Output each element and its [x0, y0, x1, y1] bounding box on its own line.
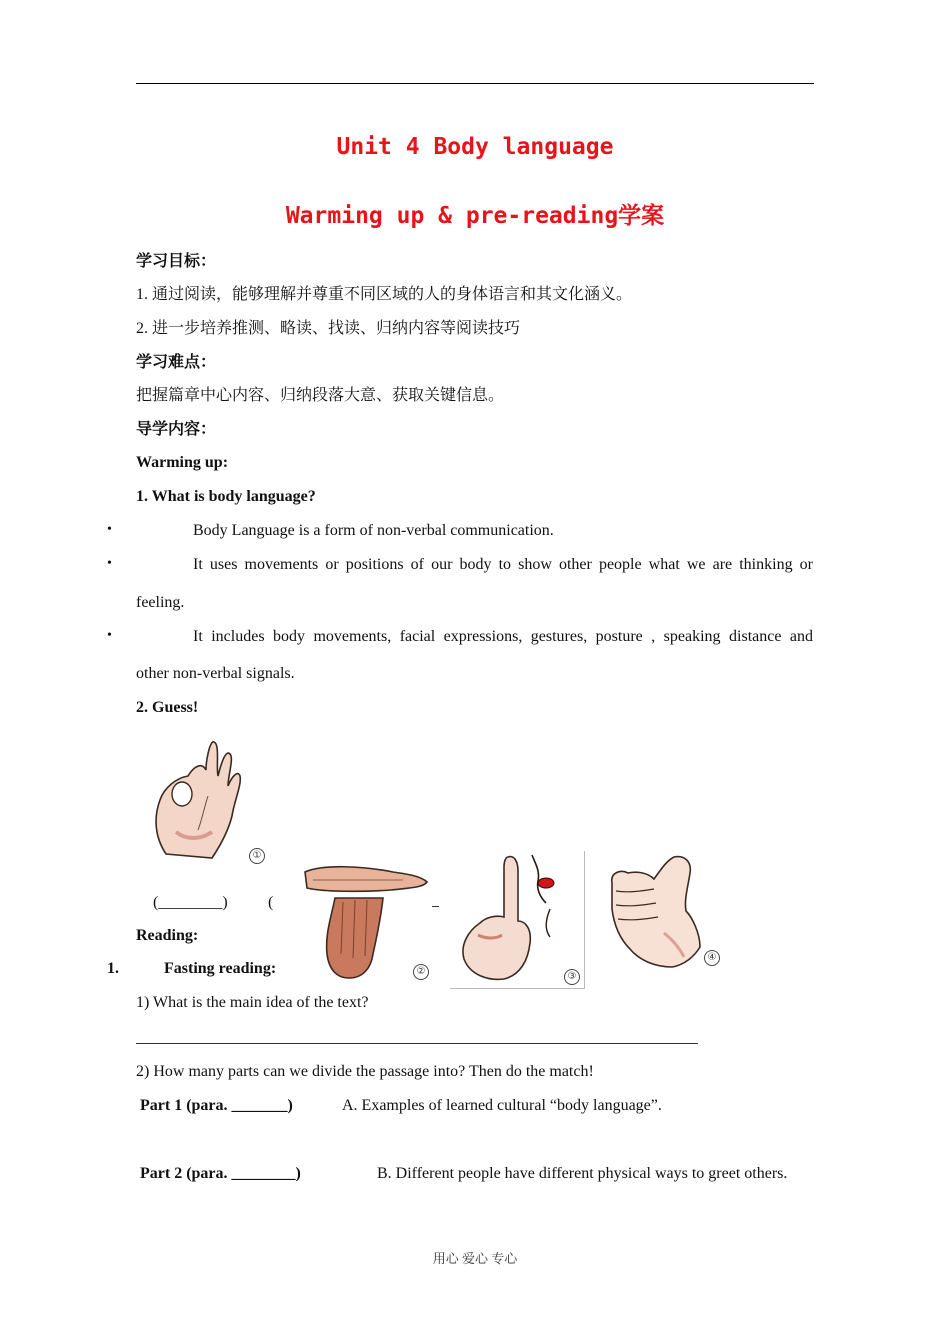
ok-gesture-image: [136, 736, 266, 866]
warming-up-heading: Warming up:: [136, 454, 229, 471]
guess-blank-1[interactable]: (________): [153, 894, 228, 911]
guess-blank-2-underline: [432, 906, 439, 907]
ok-hand-icon: [136, 736, 266, 866]
thumbs-up-gesture-image: [604, 853, 722, 969]
page-footer: 用心 爱心 专心: [432, 1251, 518, 1266]
timeout-hands-icon: [283, 858, 433, 986]
bullet-2-text: It uses movements or positions of our body to show other people what we are thinking or: [193, 556, 813, 573]
thumbs-up-icon: [604, 853, 722, 969]
image-number-2: ②: [413, 964, 429, 980]
part-1-label: Part 1 (para. _______): [140, 1097, 293, 1114]
part-1-description: A. Examples of learned cultural “body language”.: [342, 1097, 662, 1114]
objectives-heading: 学习目标：: [136, 253, 217, 270]
bullet-3-text-cont: other non-verbal signals.: [136, 665, 295, 682]
image-number-4: ④: [704, 950, 720, 966]
finger-on-lips-icon: [450, 851, 584, 988]
objective-1: 1. 通过阅读，能够理解并尊重不同区域的人的身体语言和其文化涵义。: [136, 286, 633, 303]
reading-question-1: 1) What is the main idea of the text?: [136, 994, 369, 1011]
bullet-3: •: [107, 628, 112, 643]
page-subtitle: Warming up & pre-reading学案: [285, 203, 665, 229]
reading-question-2: 2) How many parts can we divide the passage into? Then do the match!: [136, 1063, 594, 1080]
bullet-1-text: Body Language is a form of non-verbal communication.: [193, 522, 554, 539]
image-number-1: ①: [249, 848, 265, 864]
timeout-gesture-image: [283, 858, 433, 986]
bullet-3-text: It includes body movements, facial expressions, gestures, posture , speaking distance and: [193, 628, 813, 645]
quiet-gesture-image: [450, 851, 585, 989]
guess-heading: 2. Guess!: [136, 699, 199, 716]
part-2-label: Part 2 (para. ________): [140, 1165, 301, 1182]
fast-reading-number: 1.: [107, 960, 119, 977]
fast-reading-heading: Fasting reading:: [164, 960, 277, 977]
objective-2: 2. 进一步培养推测、略读、找读、归纳内容等阅读技巧: [136, 320, 521, 337]
question-what-is-body-language: 1. What is body language?: [136, 488, 316, 505]
guess-blank-2[interactable]: (: [268, 894, 274, 911]
image-number-3: ③: [564, 969, 580, 985]
bullet-2-text-cont: feeling.: [136, 594, 185, 611]
bullet-2: •: [107, 556, 112, 571]
difficulty-heading: 学习难点：: [136, 354, 217, 371]
difficulty-text: 把握篇章中心内容、归纳段落大意、获取关键信息。: [136, 387, 505, 404]
page-title: Unit 4 Body language: [336, 134, 614, 160]
header-rule: [136, 83, 814, 84]
answer-line[interactable]: [136, 1043, 698, 1044]
part-2-description: B. Different people have different physical ways to greet others.: [377, 1165, 788, 1182]
bullet-1: •: [107, 522, 112, 537]
content-heading: 导学内容：: [136, 421, 217, 438]
reading-heading: Reading:: [136, 927, 199, 944]
